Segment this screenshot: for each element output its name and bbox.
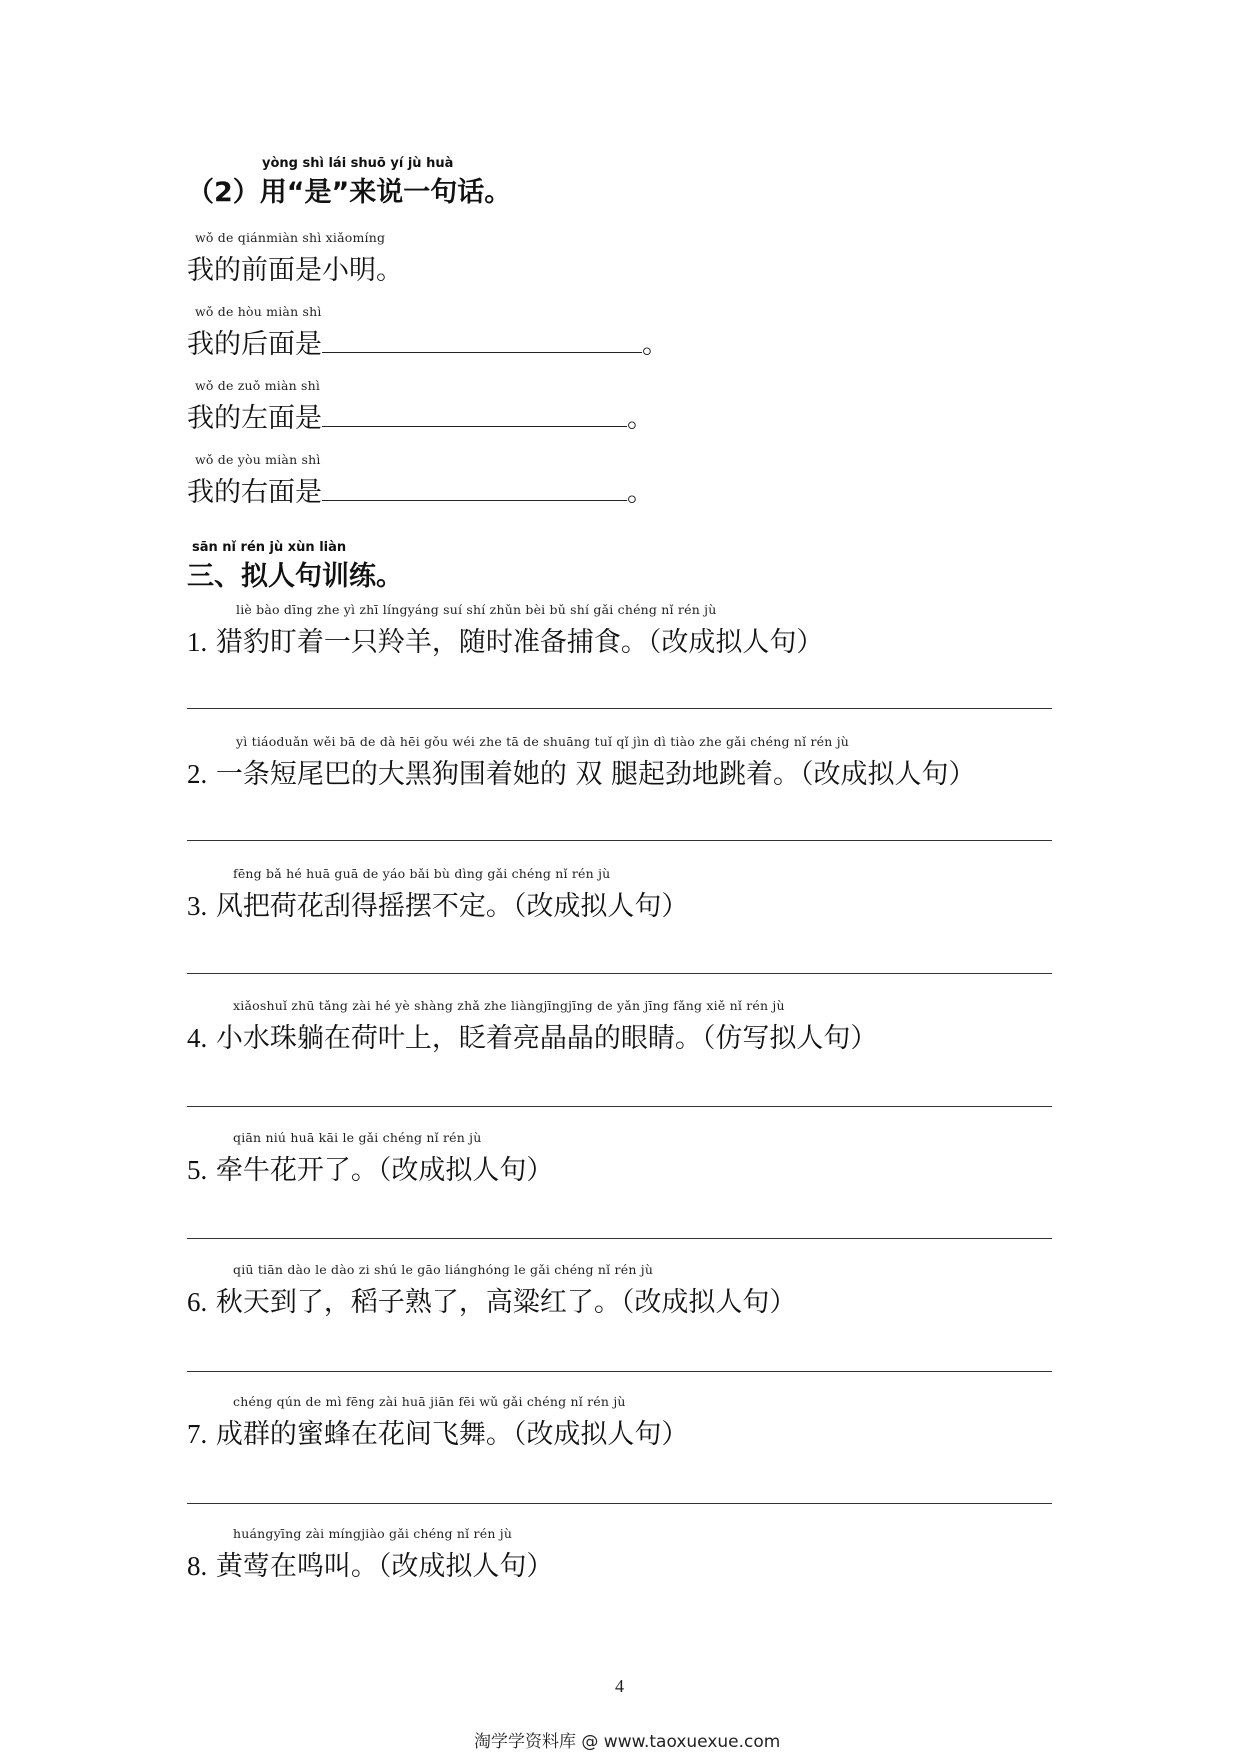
question-8-pinyin: huángyīng zài míngjiào gǎi chéng nǐ rén jù bbox=[233, 1526, 513, 1541]
question-4-text: 小水珠躺在荷叶上，眨着亮晶晶的眼睛。（仿写拟人句） bbox=[215, 1023, 878, 1054]
answer-line-1[interactable] bbox=[187, 708, 1052, 709]
answer-line-5[interactable] bbox=[187, 1238, 1052, 1239]
question-6-number: 6. bbox=[187, 1287, 208, 1317]
fill-item-3-text: 我的左面是 bbox=[187, 403, 322, 434]
fill-blank-right[interactable] bbox=[322, 478, 627, 501]
question-1 bbox=[187, 620, 823, 659]
question-4-number: 4. bbox=[187, 1023, 208, 1053]
section-title: 三、拟人句训练。 bbox=[187, 561, 403, 592]
fill-item-4-end: 。 bbox=[627, 477, 654, 508]
question-7 bbox=[187, 1412, 688, 1451]
answer-line-4[interactable] bbox=[187, 1106, 1052, 1107]
question-1-number: 1. bbox=[187, 627, 208, 657]
question-4-pinyin: xiǎoshuǐ zhū tǎng zài hé yè shàng zhǎ zhe liàngjīngjīng de yǎn jīng fǎng xiě nǐ rén jù bbox=[233, 998, 785, 1013]
question-2 bbox=[187, 752, 976, 791]
fill-item-2 bbox=[187, 322, 669, 361]
question-2-number: 2. bbox=[187, 759, 208, 789]
question-3-number: 3. bbox=[187, 891, 208, 921]
question-7-number: 7. bbox=[187, 1419, 208, 1449]
fill-blank-back[interactable] bbox=[322, 330, 642, 353]
fill-item-3-end: 。 bbox=[627, 403, 654, 434]
subsection-title-pinyin: yòng shì lái shuō yí jù huà bbox=[262, 156, 454, 171]
fill-item-4-pinyin: wǒ de yòu miàn shì bbox=[195, 452, 321, 467]
question-1-pinyin: liè bào dīng zhe yì zhī língyáng suí shí zhǔn bèi bǔ shí gǎi chéng nǐ rén jù bbox=[236, 602, 717, 617]
question-4 bbox=[187, 1016, 877, 1055]
fill-item-3-pinyin: wǒ de zuǒ miàn shì bbox=[195, 378, 321, 393]
question-5 bbox=[187, 1148, 553, 1187]
question-8-text: 黄莺在鸣叫。（改成拟人句） bbox=[215, 1551, 554, 1582]
question-7-pinyin: chéng qún de mì fēng zài huā jiān fēi wǔ gǎi chéng nǐ rén jù bbox=[233, 1394, 626, 1409]
question-8 bbox=[187, 1544, 553, 1583]
fill-item-2-end: 。 bbox=[642, 329, 669, 360]
question-5-text: 牵牛花开了。（改成拟人句） bbox=[215, 1155, 554, 1186]
fill-item-4-text: 我的右面是 bbox=[187, 477, 322, 508]
question-7-text: 成群的蜜蜂在花间飞舞。（改成拟人句） bbox=[215, 1419, 689, 1450]
question-3 bbox=[187, 884, 688, 923]
question-5-number: 5. bbox=[187, 1155, 208, 1185]
answer-line-3[interactable] bbox=[187, 973, 1052, 974]
question-3-pinyin: fēng bǎ hé huā guā de yáo bǎi bù dìng gǎi chéng nǐ rén jù bbox=[233, 866, 611, 881]
question-3-text: 风把荷花刮得摇摆不定。（改成拟人句） bbox=[215, 891, 689, 922]
question-6 bbox=[187, 1280, 796, 1319]
question-8-number: 8. bbox=[187, 1551, 208, 1581]
answer-line-7[interactable] bbox=[187, 1503, 1052, 1504]
question-2-text: 一条短尾巴的大黑狗围着她的 双 腿起劲地跳着。（改成拟人句） bbox=[215, 759, 976, 790]
footer-watermark: 淘学学资料库 @ www.taoxuexue.com bbox=[474, 1732, 781, 1752]
section-title-pinyin: sān nǐ rén jù xùn liàn bbox=[192, 540, 347, 555]
subsection-title: （2）用“是”来说一句话。 bbox=[187, 177, 512, 208]
question-2-pinyin: yì tiáoduǎn wěi bā de dà hēi gǒu wéi zhe tā de shuāng tuǐ qǐ jìn dì tiào zhe gǎi chéng nǐ rén jù bbox=[236, 734, 850, 749]
fill-item-1-pinyin: wǒ de qiánmiàn shì xiǎomíng bbox=[195, 230, 386, 245]
question-6-pinyin: qiū tiān dào le dào zi shú le gāo liánghóng le gǎi chéng nǐ rén jù bbox=[233, 1262, 654, 1277]
fill-blank-left[interactable] bbox=[322, 404, 627, 427]
page-number: 4 bbox=[615, 1676, 624, 1696]
fill-item-2-pinyin: wǒ de hòu miàn shì bbox=[195, 304, 322, 319]
fill-item-2-text: 我的后面是 bbox=[187, 329, 322, 360]
answer-line-2[interactable] bbox=[187, 840, 1052, 841]
fill-item-4 bbox=[187, 470, 654, 509]
fill-item-1: 我的前面是小明。 bbox=[187, 255, 403, 286]
fill-item-3 bbox=[187, 396, 654, 435]
question-6-text: 秋天到了，稻子熟了，高粱红了。（改成拟人句） bbox=[215, 1287, 797, 1318]
question-1-text: 猎豹盯着一只羚羊，随时准备捕食。（改成拟人句） bbox=[215, 627, 824, 658]
question-5-pinyin: qiān niú huā kāi le gǎi chéng nǐ rén jù bbox=[233, 1130, 482, 1145]
answer-line-6[interactable] bbox=[187, 1371, 1052, 1372]
